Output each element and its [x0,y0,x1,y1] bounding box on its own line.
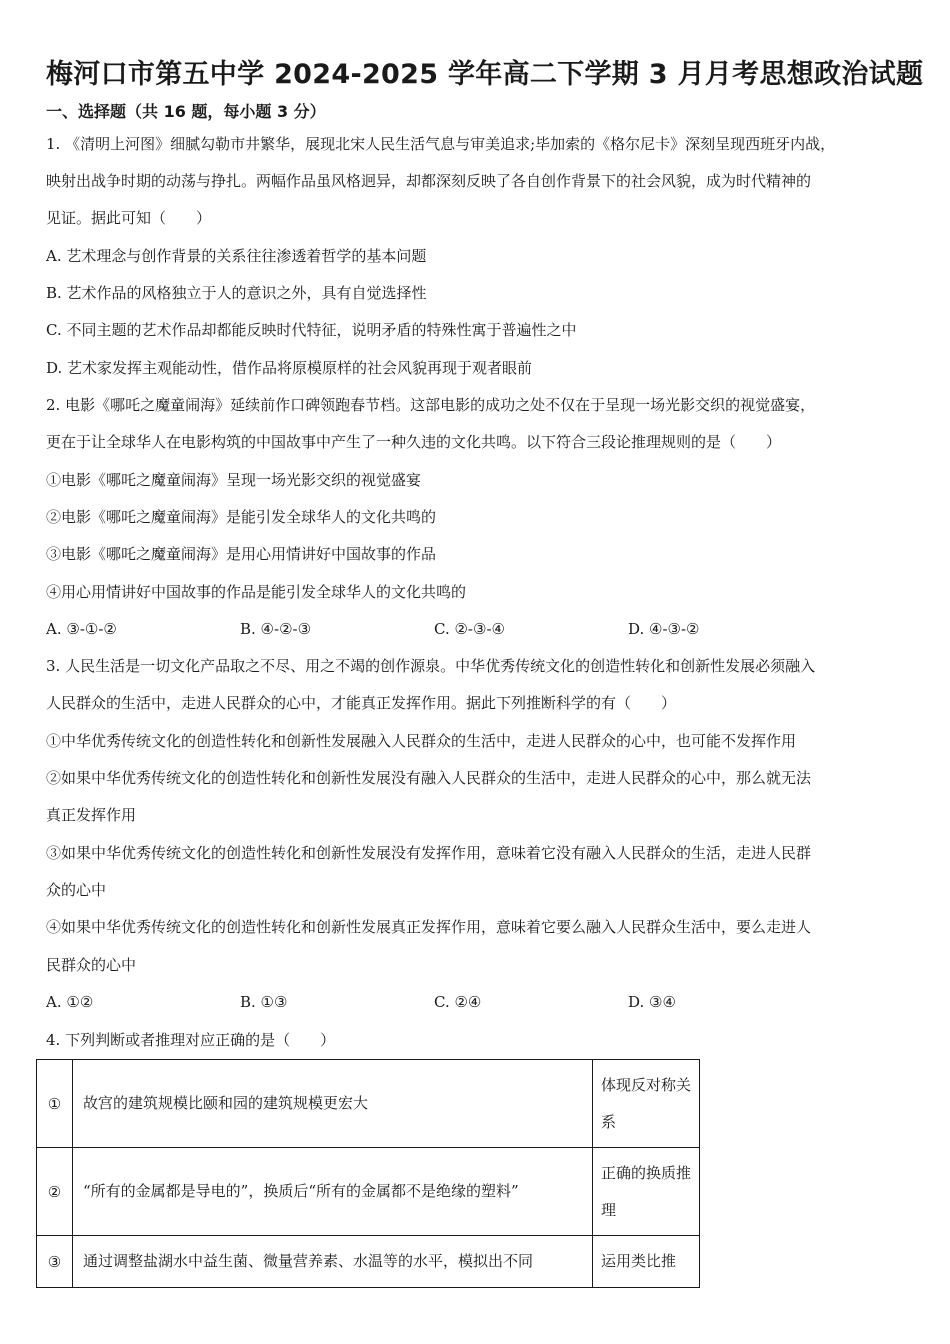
q2-statement-4: ④用心用情讲好中国故事的作品是能引发全球华人的文化共鸣的 [46,583,467,601]
q3-statement-2: ②如果中华优秀传统文化的创造性转化和创新性发展没有融入人民群众的生活中，走进人民群众的心中，那么就无法 [46,769,812,787]
table-cell-result: 体现反对称关系 [593,1060,700,1148]
table-row [37,1060,700,1148]
q2-answer-b: B. ④-②-③ [240,620,312,638]
section-heading: 一、选择题（共 16 题，每小题 3 分） [46,102,326,121]
q1-option-b: B. 艺术作品的风格独立于人的意识之外，具有自觉选择性 [46,284,427,302]
table-cell-num: ③ [37,1236,73,1288]
q2-answer-a: A. ③-①-② [46,620,117,638]
q2-stem-line: 2. 电影《哪吒之魔童闹海》延续前作口碑领跑春节档。这部电影的成功之处不仅在于呈现一场光影交织的视觉盛宴， [46,396,816,414]
q1-stem-line: 1. 《清明上河图》细腻勾勒市井繁华，展现北宋人民生活气息与审美追求;毕加索的《格尔尼卡》深刻呈现西班牙内战， [46,135,836,153]
q1-option-a: A. 艺术理念与创作背景的关系往往渗透着哲学的基本问题 [46,247,427,265]
q2-statement-2: ②电影《哪吒之魔童闹海》是能引发全球华人的文化共鸣的 [46,508,437,526]
table-row [37,1148,700,1236]
q4-table [36,1059,700,1288]
exam-title: 梅河口市第五中学 2024-2025 学年高二下学期 3 月月考思想政治试题 [46,59,924,90]
table-cell-desc: “所有的金属都是导电的”，换质后“所有的金属都不是绝缘的塑料” [73,1148,593,1236]
q3-stem-line: 3. 人民生活是一切文化产品取之不尽、用之不竭的创作源泉。中华优秀传统文化的创造性转化和创新性发展必须融入 [46,657,816,675]
q1-stem-line: 映射出战争时期的动荡与挣扎。两幅作品虽风格迥异，却都深刻反映了各自创作背景下的社会风貌，成为时代精神的 [46,172,812,190]
q3-statement-1: ①中华优秀传统文化的创造性转化和创新性发展融入人民群众的生活中，走进人民群众的心中，也可能不发挥作用 [46,732,797,750]
q3-answer-c: C. ②④ [434,993,482,1011]
q2-statement-1: ①电影《哪吒之魔童闹海》呈现一场光影交织的视觉盛宴 [46,471,422,489]
q2-statement-3: ③电影《哪吒之魔童闹海》是用心用情讲好中国故事的作品 [46,545,437,563]
q1-stem-line: 见证。据此可知（ ） [46,209,212,227]
q2-answer-c: C. ②-③-④ [434,620,505,638]
q3-answer-a: A. ①② [46,993,94,1011]
q2-stem-line: 更在于让全球华人在电影构筑的中国故事中产生了一种久违的文化共鸣。以下符合三段论推理规则的是（ ） [46,433,782,451]
q3-answer-d: D. ③④ [628,993,676,1011]
q3-statement-4-cont: 民群众的心中 [46,956,137,974]
table-cell-result: 正确的换质推理 [593,1148,700,1236]
table-cell-result: 运用类比推 [593,1236,700,1288]
q3-statement-4: ④如果中华优秀传统文化的创造性转化和创新性发展真正发挥作用，意味着它要么融入人民群众生活中，要么走进人 [46,918,812,936]
q1-option-c: C. 不同主题的艺术作品却都能反映时代特征，说明矛盾的特殊性寓于普遍性之中 [46,321,577,339]
table-cell-desc: 故宫的建筑规模比颐和园的建筑规模更宏大 [73,1060,593,1148]
table-cell-desc: 通过调整盐湖水中益生菌、微量营养素、水温等的水平，模拟出不同 [73,1236,593,1288]
table-cell-num: ① [37,1060,73,1148]
q3-statement-2-cont: 真正发挥作用 [46,806,137,824]
q3-stem-line: 人民群众的生活中，走进人民群众的心中，才能真正发挥作用。据此下列推断科学的有（ ） [46,694,677,712]
q2-answer-d: D. ④-③-② [628,620,700,638]
q3-answer-b: B. ①③ [240,993,288,1011]
table-cell-num: ② [37,1148,73,1236]
q4-stem: 4. 下列判断或者推理对应正确的是（ ） [46,1031,336,1049]
q3-statement-3: ③如果中华优秀传统文化的创造性转化和创新性发展没有发挥作用，意味着它没有融入人民群众的生活，走进人民群 [46,844,812,862]
table-row [37,1236,700,1288]
q1-option-d: D. 艺术家发挥主观能动性，借作品将原模原样的社会风貌再现于观者眼前 [46,359,533,377]
q3-statement-3-cont: 众的心中 [46,881,107,899]
